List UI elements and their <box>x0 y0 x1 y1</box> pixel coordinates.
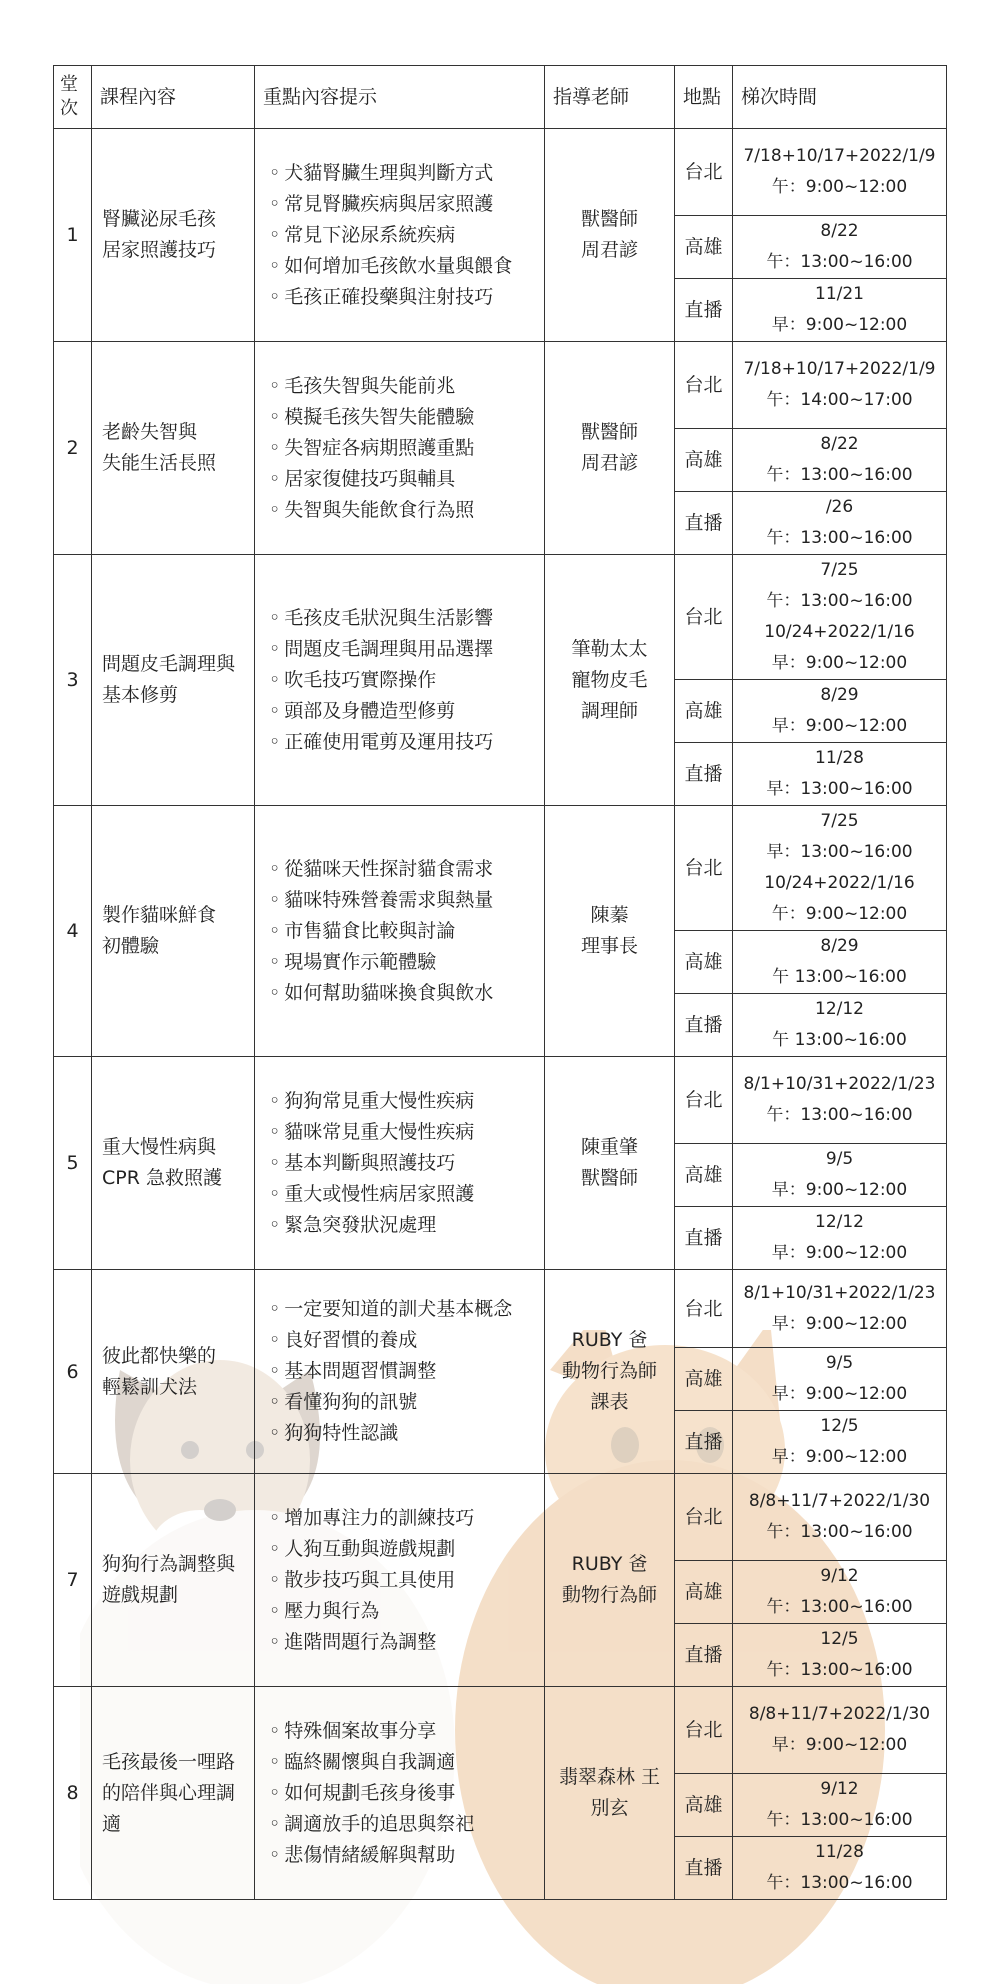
table-row <box>54 1687 947 1774</box>
session-location: 直播 <box>675 994 733 1057</box>
instructor <box>545 1474 675 1687</box>
key-point-item: ◦ 正確使用電剪及運用技巧 <box>269 727 544 758</box>
session-location: 直播 <box>675 492 733 555</box>
lesson-number: 1 <box>54 129 92 342</box>
key-point-item: ◦ 臨終關懷與自我調適 <box>269 1747 544 1778</box>
course-title <box>92 806 255 1057</box>
key-points-list <box>269 854 544 1009</box>
session-location: 直播 <box>675 1207 733 1270</box>
session-time <box>733 129 947 216</box>
table-row <box>54 1057 947 1144</box>
session-location: 高雄 <box>675 931 733 994</box>
table-row <box>54 1474 947 1561</box>
session-time <box>733 1270 947 1348</box>
session-time-line: 午：13:00~16:00 <box>766 1873 913 1893</box>
instructor-line: 理事長 <box>580 935 638 957</box>
session-time <box>733 1837 947 1900</box>
key-points-list <box>269 1716 544 1871</box>
key-point-item: ◦ 犬貓腎臟生理與判斷方式 <box>269 158 544 189</box>
session-time-line: 8/29 <box>820 936 859 956</box>
key-point-item: ◦ 毛孩皮毛狀況與生活影響 <box>269 603 544 634</box>
session-time-line: 午 13:00~16:00 <box>772 1030 907 1050</box>
session-location: 高雄 <box>675 1561 733 1624</box>
key-points <box>255 555 545 806</box>
session-time-line: 午：9:00~12:00 <box>771 904 908 924</box>
key-point-item: ◦ 散步技巧與工具使用 <box>269 1565 544 1596</box>
key-point-item: ◦ 一定要知道的訓犬基本概念 <box>269 1294 544 1325</box>
key-point-item: ◦ 狗狗常見重大慢性疾病 <box>269 1086 544 1117</box>
session-time <box>733 555 947 680</box>
session-location: 直播 <box>675 279 733 342</box>
key-point-item: ◦ 增加專注力的訓練技巧 <box>269 1503 544 1534</box>
course-title <box>92 555 255 806</box>
session-time-line: 午：13:00~16:00 <box>766 252 913 272</box>
instructor-line: 課表 <box>590 1391 629 1413</box>
header-location: 地點 <box>675 66 733 129</box>
key-point-item: ◦ 常見腎臟疾病與居家照護 <box>269 189 544 220</box>
session-location: 台北 <box>675 1057 733 1144</box>
course-title-line: 居家照護技巧 <box>102 239 217 261</box>
session-time <box>733 342 947 429</box>
session-location: 直播 <box>675 743 733 806</box>
instructor-line: 陳蓁 <box>590 904 629 926</box>
key-point-item: ◦ 特殊個案故事分享 <box>269 1716 544 1747</box>
session-time-line: 午：9:00~12:00 <box>771 177 908 197</box>
session-time <box>733 931 947 994</box>
course-title <box>92 129 255 342</box>
course-title-line: 適 <box>102 1812 122 1835</box>
session-time-line: 8/22 <box>820 434 859 454</box>
lesson-number: 6 <box>54 1270 92 1474</box>
course-title-line: 毛孩最後一哩路 <box>102 1750 236 1773</box>
session-time <box>733 680 947 743</box>
instructor-line: 獸醫師 <box>580 421 638 443</box>
key-points-list <box>269 1086 544 1241</box>
session-time-line: 早：9:00~12:00 <box>771 1313 908 1334</box>
instructor <box>545 1057 675 1270</box>
session-location: 直播 <box>675 1411 733 1474</box>
course-schedule-table <box>53 65 947 1900</box>
course-title-line: 狗狗行為調整與 <box>102 1553 236 1575</box>
session-time <box>733 1774 947 1837</box>
session-time <box>733 1348 947 1411</box>
session-time-line: 午：13:00~16:00 <box>766 1522 913 1542</box>
session-time <box>733 1474 947 1561</box>
session-time <box>733 1144 947 1207</box>
header-key-points: 重點內容提示 <box>255 66 545 129</box>
key-point-item: ◦ 悲傷情緒緩解與幫助 <box>269 1840 544 1871</box>
session-time-line: 午：13:00~16:00 <box>766 1660 913 1680</box>
session-time-line: 午：13:00~16:00 <box>766 591 913 611</box>
lesson-number: 3 <box>54 555 92 806</box>
course-title-line: 初體驗 <box>102 935 160 957</box>
course-title <box>92 1270 255 1474</box>
instructor <box>545 342 675 555</box>
key-point-item: ◦ 毛孩失智與失能前兆 <box>269 371 544 402</box>
session-time-line: 午：13:00~16:00 <box>766 1105 913 1125</box>
session-location: 台北 <box>675 555 733 680</box>
instructor-line: 動物行為師 <box>561 1360 657 1382</box>
key-point-item: ◦ 市售貓食比較與討論 <box>269 916 544 947</box>
key-point-item: ◦ 毛孩正確投藥與注射技巧 <box>269 282 544 313</box>
session-time-line: 11/21 <box>815 284 864 304</box>
session-time-line: 12/5 <box>820 1416 859 1436</box>
session-time-line: 早：9:00~12:00 <box>771 716 908 736</box>
key-point-item: ◦ 人狗互動與遊戲規劃 <box>269 1534 544 1565</box>
session-time <box>733 1624 947 1687</box>
session-time-line: 9/5 <box>825 1353 854 1373</box>
session-time-line: 12/12 <box>815 1212 864 1232</box>
session-time-line: 午：13:00~16:00 <box>766 1597 913 1617</box>
course-title <box>92 1687 255 1900</box>
course-title-line: 遊戲規劃 <box>102 1584 179 1606</box>
instructor <box>545 129 675 342</box>
session-time-line: 9/12 <box>820 1566 859 1586</box>
key-point-item: ◦ 狗狗特性認識 <box>269 1418 544 1449</box>
key-points <box>255 1687 545 1900</box>
key-point-item: ◦ 進階問題行為調整 <box>269 1627 544 1658</box>
session-time-line: 8/1+10/31+2022/1/23 <box>743 1074 936 1094</box>
instructor-line: 筆勒太太 <box>571 637 648 660</box>
session-location: 高雄 <box>675 1348 733 1411</box>
session-location: 高雄 <box>675 680 733 743</box>
key-point-item: ◦ 良好習慣的養成 <box>269 1325 544 1356</box>
session-time-line: 11/28 <box>815 1842 864 1862</box>
key-point-item: ◦ 壓力與行為 <box>269 1596 544 1627</box>
session-time-line: 早：9:00~12:00 <box>771 1384 908 1404</box>
instructor-line: RUBY 爸 <box>571 1553 648 1575</box>
key-point-item: ◦ 失智與失能飲食行為照 <box>269 495 544 526</box>
key-points <box>255 342 545 555</box>
instructor <box>545 1687 675 1900</box>
key-point-item: ◦ 吹毛技巧實際操作 <box>269 665 544 696</box>
session-time-line: 8/29 <box>820 685 859 705</box>
session-time-line: 10/24+2022/1/16 <box>764 873 915 893</box>
header-session-time: 梯次時間 <box>733 66 947 129</box>
session-time-line: 7/25 <box>820 560 859 580</box>
key-point-item: ◦ 貓咪特殊營養需求與熱量 <box>269 885 544 916</box>
session-time-line: 午：13:00~16:00 <box>766 1810 913 1830</box>
instructor-line: RUBY 爸 <box>571 1329 648 1351</box>
session-location: 直播 <box>675 1624 733 1687</box>
course-title-line: 製作貓咪鮮食 <box>102 904 217 926</box>
key-points <box>255 806 545 1057</box>
key-point-item: ◦ 頭部及身體造型修剪 <box>269 696 544 727</box>
course-title-line: 重大慢性病與 <box>102 1136 217 1158</box>
key-point-item: ◦ 重大或慢性病居家照護 <box>269 1179 544 1210</box>
key-points <box>255 1270 545 1474</box>
key-point-item: ◦ 從貓咪天性探討貓食需求 <box>269 854 544 885</box>
key-point-item: ◦ 居家復健技巧與輔具 <box>269 464 544 495</box>
session-time <box>733 1207 947 1270</box>
session-time-line: /26 <box>825 497 854 517</box>
session-location: 台北 <box>675 129 733 216</box>
session-time-line: 午：13:00~16:00 <box>766 528 913 548</box>
table-row <box>54 555 947 680</box>
instructor-line: 翡翠森林 王 <box>558 1766 661 1788</box>
session-location: 台北 <box>675 342 733 429</box>
key-point-item: ◦ 基本問題習慣調整 <box>269 1356 544 1387</box>
session-time-line: 早：9:00~12:00 <box>771 1735 908 1755</box>
key-point-item: ◦ 失智症各病期照護重點 <box>269 433 544 464</box>
course-title-line: 輕鬆訓犬法 <box>102 1375 198 1398</box>
session-time-line: 10/24+2022/1/16 <box>764 622 915 642</box>
session-location: 高雄 <box>675 1774 733 1837</box>
course-title-line: 彼此都快樂的 <box>102 1344 217 1367</box>
instructor-line: 獸醫師 <box>580 208 638 230</box>
header-instructor: 指導老師 <box>545 66 675 129</box>
key-points <box>255 129 545 342</box>
session-time <box>733 1057 947 1144</box>
session-time-line: 早：9:00~12:00 <box>771 653 908 673</box>
lesson-number: 5 <box>54 1057 92 1270</box>
key-point-item: ◦ 現場實作示範體驗 <box>269 947 544 978</box>
session-time-line: 早：9:00~12:00 <box>771 315 908 335</box>
key-points-list <box>269 158 544 313</box>
session-time-line: 午：14:00~17:00 <box>766 390 913 410</box>
key-point-item: ◦ 問題皮毛調理與用品選擇 <box>269 634 544 665</box>
session-location: 高雄 <box>675 216 733 279</box>
instructor-line: 周君諺 <box>580 239 638 261</box>
session-location: 直播 <box>675 1837 733 1900</box>
instructor <box>545 806 675 1057</box>
session-time-line: 8/8+11/7+2022/1/30 <box>748 1704 931 1724</box>
session-location: 台北 <box>675 806 733 931</box>
session-time-line: 早：9:00~12:00 <box>771 1447 908 1467</box>
lesson-number: 8 <box>54 1687 92 1900</box>
instructor-line: 陳重肇 <box>580 1136 638 1158</box>
session-time <box>733 279 947 342</box>
instructor-line: 寵物皮毛 <box>571 668 648 691</box>
session-time <box>733 429 947 492</box>
key-point-item: ◦ 如何增加毛孩飲水量與餵食 <box>269 251 544 282</box>
lesson-number: 2 <box>54 342 92 555</box>
session-time-line: 9/5 <box>825 1149 854 1169</box>
key-points-list <box>269 1503 544 1658</box>
key-point-item: ◦ 貓咪常見重大慢性疾病 <box>269 1117 544 1148</box>
course-title-line: 問題皮毛調理與 <box>102 653 236 675</box>
course-title-line: CPR 急救照護 <box>102 1167 222 1189</box>
key-points-list <box>269 603 544 758</box>
session-time-line: 早：9:00~12:00 <box>771 1180 908 1200</box>
key-points <box>255 1474 545 1687</box>
session-location: 高雄 <box>675 1144 733 1207</box>
session-time <box>733 1411 947 1474</box>
session-time-line: 早：13:00~16:00 <box>766 779 913 799</box>
instructor <box>545 1270 675 1474</box>
instructor-line: 周君諺 <box>580 452 638 474</box>
session-time <box>733 216 947 279</box>
session-time-line: 12/12 <box>815 999 864 1019</box>
session-location: 台北 <box>675 1474 733 1561</box>
session-time <box>733 1687 947 1774</box>
table-row <box>54 342 947 429</box>
lesson-number: 4 <box>54 806 92 1057</box>
session-time-line: 7/18+10/17+2022/1/9 <box>743 359 936 379</box>
header-course-content: 課程內容 <box>92 66 255 129</box>
session-time <box>733 492 947 555</box>
key-point-item: ◦ 緊急突發狀況處理 <box>269 1210 544 1241</box>
course-title-line: 基本修剪 <box>102 684 179 706</box>
key-point-item: ◦ 如何規劃毛孩身後事 <box>269 1778 544 1809</box>
instructor-line: 別玄 <box>590 1797 629 1819</box>
key-point-item: ◦ 如何幫助貓咪換食與飲水 <box>269 978 544 1009</box>
course-title-line: 老齡失智與 <box>102 421 198 443</box>
course-title-line: 腎臟泌尿毛孩 <box>102 208 217 230</box>
course-title-line: 的陪伴與心理調 <box>102 1781 236 1804</box>
key-point-item: ◦ 模擬毛孩失智失能體驗 <box>269 402 544 433</box>
session-time-line: 早：13:00~16:00 <box>766 842 913 862</box>
session-time <box>733 994 947 1057</box>
session-time <box>733 806 947 931</box>
session-time-line: 9/12 <box>820 1779 859 1799</box>
key-points-list <box>269 371 544 526</box>
course-title <box>92 1057 255 1270</box>
session-location: 高雄 <box>675 429 733 492</box>
session-location: 台北 <box>675 1270 733 1348</box>
course-title <box>92 1474 255 1687</box>
key-point-item: ◦ 基本判斷與照護技巧 <box>269 1148 544 1179</box>
session-time-line: 8/8+11/7+2022/1/30 <box>748 1491 931 1511</box>
session-time-line: 8/22 <box>820 221 859 241</box>
session-time <box>733 1561 947 1624</box>
instructor-line: 動物行為師 <box>561 1584 657 1606</box>
course-title-line: 失能生活長照 <box>102 452 217 474</box>
instructor <box>545 555 675 806</box>
course-title <box>92 342 255 555</box>
key-points <box>255 1057 545 1270</box>
key-point-item: ◦ 調適放手的追思與祭祀 <box>269 1809 544 1840</box>
session-time <box>733 743 947 806</box>
session-time-line: 11/28 <box>815 748 864 768</box>
session-time-line: 7/18+10/17+2022/1/9 <box>743 146 936 166</box>
key-point-item: ◦ 看懂狗狗的訊號 <box>269 1387 544 1418</box>
session-time-line: 午：13:00~16:00 <box>766 465 913 485</box>
instructor-line: 調理師 <box>580 699 638 722</box>
session-time-line: 8/1+10/31+2022/1/23 <box>743 1282 936 1303</box>
table-row <box>54 1270 947 1348</box>
table-header-row <box>54 66 947 129</box>
session-time-line: 午 13:00~16:00 <box>772 967 907 987</box>
key-points-list <box>269 1294 544 1449</box>
session-time-line: 7/25 <box>820 811 859 831</box>
session-location: 台北 <box>675 1687 733 1774</box>
lesson-number: 7 <box>54 1474 92 1687</box>
table-row <box>54 129 947 216</box>
session-time-line: 12/5 <box>820 1629 859 1649</box>
table-row <box>54 806 947 931</box>
session-time-line: 早：9:00~12:00 <box>771 1243 908 1263</box>
header-lesson-number: 堂次 <box>54 66 92 129</box>
key-point-item: ◦ 常見下泌尿系統疾病 <box>269 220 544 251</box>
instructor-line: 獸醫師 <box>580 1167 638 1189</box>
